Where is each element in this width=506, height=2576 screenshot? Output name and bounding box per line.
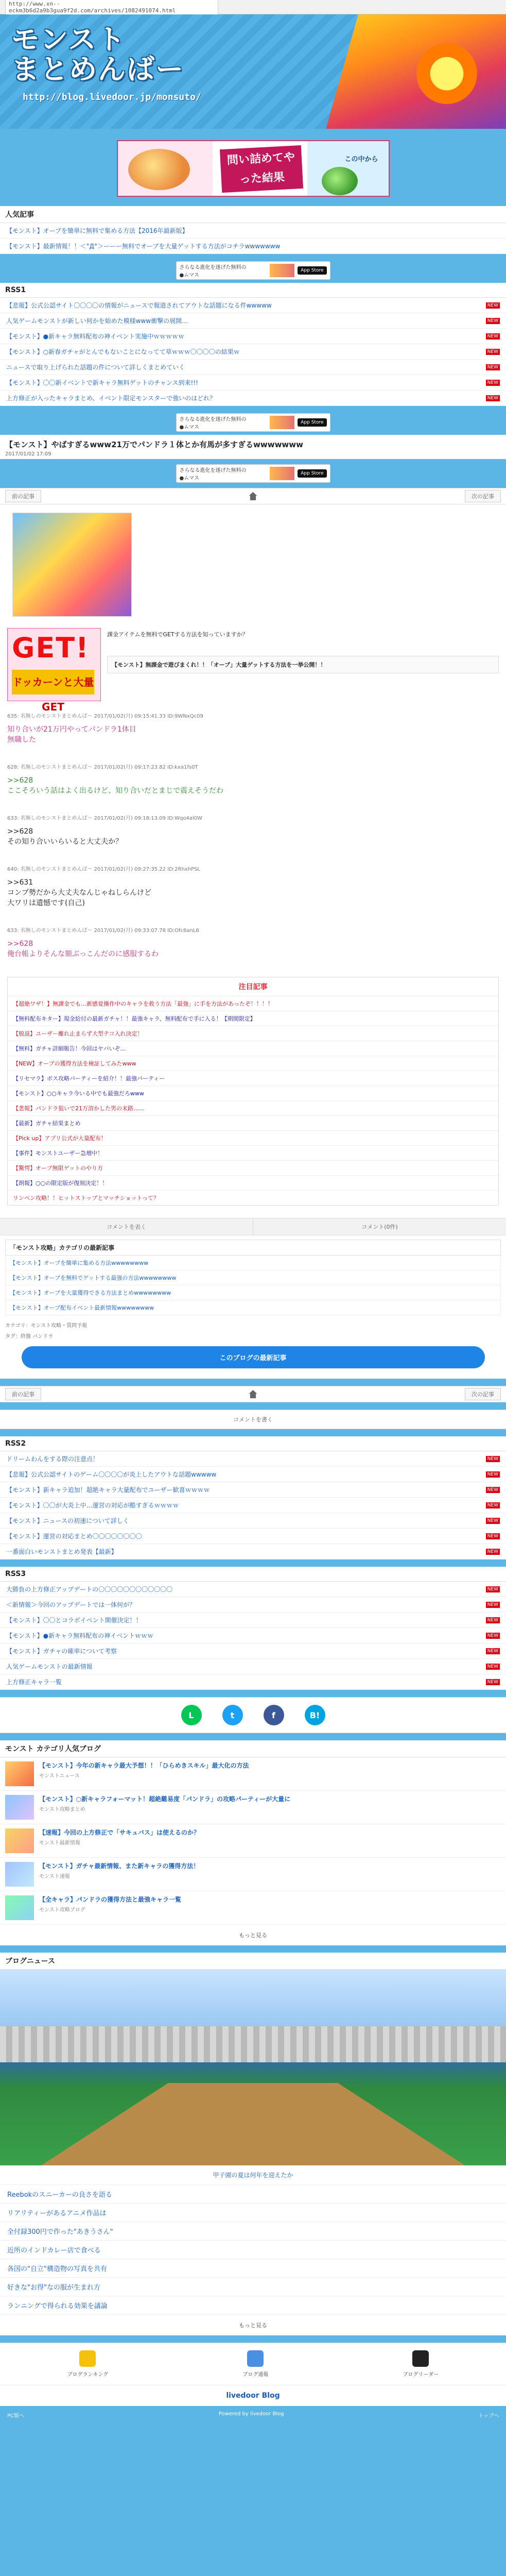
pc-version-link[interactable]: PC版へ xyxy=(7,2413,25,2419)
blog-news-section xyxy=(0,1953,506,2335)
comment-header: 633: 名無しのモンストまとめんば～ 2017/01/02(月) 09:33:07.78 ID:Ofc6anL6 xyxy=(7,928,199,934)
site-subtitle: http://blog.livedoor.jp/monsuto/ xyxy=(23,92,201,103)
article-title: 【モンスト】やばすぎるwww21万でパンドラ１体とか有馬が多すぎるwwwwwww xyxy=(5,440,304,449)
comment-body: >>628 ここそろいう話はよく出るけど、知り合いだとまじで震えそうだわ xyxy=(7,776,223,795)
tag-meta[interactable]: タグ：終盤 パンドラ xyxy=(5,1334,54,1340)
rss-item[interactable]: 【悲報】公式公認サイト〇〇〇〇の情報がニュースで報道されてアウトな話題になる件wwwww NEW xyxy=(0,298,506,313)
blog-report-link[interactable]: ブログ通報 xyxy=(242,2350,268,2378)
twitter-share-icon[interactable]: t xyxy=(222,1705,243,1725)
popular-blogs-title: モンスト カテゴリ人気ブログ xyxy=(0,1740,506,1757)
featured-articles xyxy=(7,977,499,1206)
new-badge: NEW xyxy=(486,364,500,370)
rss-item[interactable]: 【モンスト】ニュースの初速について詳しく NEW xyxy=(0,1513,506,1529)
url-field[interactable]: http://www.xn--eckm3b6d2a9b3gua9f2d.com/archives/1082491074.html xyxy=(5,0,218,15)
facebook-share-icon[interactable]: f xyxy=(264,1705,284,1725)
featured-item[interactable]: 【朗報】○○の限定版が復刻決定！！ xyxy=(8,1175,498,1190)
popular-item[interactable]: 【モンスト】最新情報！！＜°Д°＞ーーー無料でオーブを大量ゲットする方法がコチラwwwwwww xyxy=(0,239,506,254)
article-date: 2017/01/02 17:09 xyxy=(5,451,51,457)
prev-article-button[interactable]: 前の記事 xyxy=(5,1388,41,1400)
news-item[interactable]: リアリティーがあるアニメ作品は xyxy=(0,2204,506,2222)
news-item[interactable]: 好きな"お得"なの服が生まれ方 xyxy=(0,2278,506,2296)
blog-thumbnail xyxy=(5,1761,34,1786)
blog-thumbnail xyxy=(5,1828,34,1853)
promo-banner[interactable] xyxy=(117,140,390,197)
comment xyxy=(7,857,499,919)
logo-line1: モンスト xyxy=(11,23,126,56)
blog-thumbnail xyxy=(5,1895,34,1920)
hatena-share-icon[interactable]: B! xyxy=(305,1705,325,1725)
article-pager xyxy=(0,488,506,504)
comment xyxy=(7,806,499,857)
get-promo-caption: 課金アイテムを無料でGETする方法を知っていますか？ xyxy=(107,631,248,638)
back-to-top-link[interactable]: トップへ xyxy=(478,2413,499,2419)
new-badge: NEW xyxy=(486,318,500,324)
next-article-button[interactable]: 次の記事 xyxy=(465,1388,501,1400)
report-icon xyxy=(247,2350,264,2367)
latest-articles-button[interactable]: このブログの最新記事 xyxy=(22,1346,485,1368)
news-item[interactable]: 全付録300円で作った"あきうさん" xyxy=(0,2222,506,2241)
rss-item[interactable]: 【モンスト】○新春ガチャがとんでもないことになってて草ｗｗｗ〇〇〇〇の結果ｗ NEW xyxy=(0,344,506,360)
comment xyxy=(7,919,499,970)
banner-main-text: 問い詰めてやった結果 xyxy=(219,145,303,193)
rss-item[interactable]: 一番面白いモンストまとめ発表【最新】 NEW xyxy=(0,1544,506,1560)
powered-by: Powered by livedoor Blog xyxy=(218,2411,284,2417)
comment-body: >>628 俺台帳よりそんな額ぶっこんだのに感服するわ xyxy=(7,940,159,958)
home-icon[interactable] xyxy=(249,1390,257,1398)
app-store-badge[interactable]: App Store xyxy=(298,266,326,275)
new-badge: NEW xyxy=(486,395,500,401)
news-item[interactable]: 各国の"自立"構造物の写真を共有 xyxy=(0,2259,506,2278)
popular-title: 人気記事 xyxy=(0,206,506,223)
comment-body: >>631 コンプ勢だから大丈夫なんじゃねしらんけど 大ワリは遺憾です(自己) xyxy=(7,878,151,907)
home-icon[interactable] xyxy=(249,492,257,500)
rss-item[interactable]: 人気ゲームモンストの最新情報 NEW xyxy=(0,1659,506,1674)
ad-image xyxy=(270,467,294,480)
featured-item[interactable]: 【驚愕】オーブ無限ゲットのやり方 xyxy=(8,1160,498,1175)
bottom-bar xyxy=(0,2406,506,2424)
blog-news-title: ブログニュース xyxy=(0,1953,506,1970)
rss-item[interactable]: 上方修正が入ったキャラまとめ、イベント限定モンスターで強いのはどれ？ NEW xyxy=(0,391,506,406)
news-item[interactable]: 近所のインドカレー店で食べる xyxy=(0,2241,506,2259)
ad-image xyxy=(270,264,294,277)
news-item[interactable]: Reebokのスニーカーの良さを語る xyxy=(0,2185,506,2204)
banner-character-2 xyxy=(322,167,358,195)
rss2-section xyxy=(0,1436,506,1560)
category-item[interactable]: 【モンスト】オーブを簡単に集める方法wwwwwwww xyxy=(5,1256,501,1270)
comment-header: 640: 名無しのモンストまとめんば～ 2017/01/02(月) 09:27:35.22 ID:2RhxhPSL xyxy=(7,867,200,872)
rss-item[interactable]: 【悲報】公式公認サイトのゲーム〇〇〇〇が炎上したアウトな話題wwwww NEW xyxy=(0,1467,506,1482)
blog-thumbnail xyxy=(5,1795,34,1820)
get-promo-link[interactable]: 【モンスト】無課金で遊びまくれ！！「オーブ」大量ゲットする方法を一挙公開！！ xyxy=(107,656,499,673)
news-photo-caption[interactable]: 甲子園の夏は何年を迎えたか xyxy=(0,2165,506,2185)
rss-item[interactable]: 【モンスト】●新キャラ無料配布の神イベント実施中ｗｗｗｗｗ NEW xyxy=(0,329,506,344)
featured-item[interactable]: 【Pick up】アプリ公式が大量配布！ xyxy=(8,1130,498,1145)
category-section xyxy=(0,1235,506,1379)
article-pager-bottom xyxy=(0,1386,506,1402)
comment-body: 知り合いが21万円やってパンドラ1体目 無職した xyxy=(7,725,136,744)
rss-item[interactable]: 人気ゲームモンストが新しい何かを始めた模様www衝撃の展開… NEW xyxy=(0,313,506,329)
rss-item[interactable]: 【モンスト】〇〇新イベントで新キャラ無料ゲットのチャンス到来!!! NEW xyxy=(0,375,506,391)
prev-article-button[interactable]: 前の記事 xyxy=(5,490,41,502)
rss-item[interactable]: ニュースで取り上げられた話題の件について詳しくまとめていく NEW xyxy=(0,360,506,375)
comment-header: 635: 名無しのモンストまとめんば～ 2017/01/02(月) 09:15:41.33 ID:9WNxQc09 xyxy=(7,714,203,719)
header-illustration xyxy=(326,14,506,129)
ad-slot xyxy=(0,261,506,280)
featured-item[interactable]: リンペン攻略！！ヒットストップとマッチショットって？ xyxy=(8,1190,498,1205)
category-item[interactable]: 【モンスト】オーブを大量獲得できる方法まとめwwwwwwww xyxy=(5,1285,501,1300)
share-buttons xyxy=(0,1697,506,1733)
rss-item[interactable]: 【モンスト】〇〇が大炎上中…運営の対応が酷すぎるｗｗｗｗ NEW xyxy=(0,1498,506,1513)
rss-item[interactable]: 【モンスト】●新キャラ無料配布の神イベントｗｗｗ NEW xyxy=(0,1628,506,1643)
featured-title: 注目記事 xyxy=(238,983,268,991)
category-item[interactable]: 【モンスト】オーブを無料でゲットする最強の方法wwwwwwww xyxy=(5,1270,501,1285)
ad-banner[interactable]: さらなる進化を遂げた無料の ●ムマス App Store xyxy=(176,261,330,280)
app-store-badge[interactable]: App Store xyxy=(298,469,326,478)
popular-blog-item[interactable]: 【全キャラ】パンドラの獲得方法と最強キャラ一覧 モンスト攻略ブログ xyxy=(0,1891,506,1925)
app-store-badge[interactable]: App Store xyxy=(298,418,326,427)
blog-ranking-link[interactable]: ブログランキング xyxy=(67,2350,109,2378)
rss-item[interactable]: ドリームわんをする際の注意点！ NEW xyxy=(0,1451,506,1467)
reader-icon xyxy=(412,2350,429,2367)
new-badge: NEW xyxy=(486,349,500,355)
rss2-title: RSS2 xyxy=(0,1436,506,1451)
rss1-title: RSS1 xyxy=(0,283,506,298)
get-promo-image: GET! ドッカーンと大量GET xyxy=(7,628,101,701)
logo-line2: まとめんばー xyxy=(11,53,184,86)
tab-comment-count[interactable]: コメント(0件) xyxy=(253,1218,506,1235)
site-header xyxy=(0,14,506,129)
tab-show-comments[interactable]: コメントを表く xyxy=(107,1224,146,1230)
rss-item[interactable]: ＜新情報＞今回のアップデートでは一体何が？ NEW xyxy=(0,1597,506,1613)
rss-item[interactable]: 【モンスト】ガチャの確率について考察 NEW xyxy=(0,1643,506,1659)
popular-blog-item[interactable]: 【モンスト】ガチャ最新情報、また新キャラの獲得方法！ モンスト速報 xyxy=(0,1858,506,1891)
rss1-section xyxy=(0,283,506,406)
comment xyxy=(7,755,499,806)
ad-slot xyxy=(0,413,506,432)
comment-header: 628: 名無しのモンストまとめんば～ 2017/01/02(月) 09:17:23.82 ID:kxa1fs0T xyxy=(7,765,198,770)
new-badge: NEW xyxy=(486,380,500,386)
ad-slot xyxy=(0,464,506,483)
rss-item[interactable]: 【モンスト】新キャラ追加！超絶キャラ大量配布でユーザー歓喜ｗｗｗｗ NEW xyxy=(0,1482,506,1498)
article-header xyxy=(0,435,506,459)
blog-news-more[interactable]: もっと見る xyxy=(239,2322,267,2329)
featured-item[interactable]: 【NEW】オーブの獲得方法を検証してみたwww xyxy=(8,1056,498,1071)
popular-blogs-section xyxy=(0,1740,506,1945)
burst-graphic xyxy=(408,35,485,112)
next-article-button[interactable]: 次の記事 xyxy=(465,490,501,502)
popular-blog-item[interactable]: 【速報】今回の上方修正で「サキュバス」は使えるのか？ モンスト最新情報 xyxy=(0,1824,506,1858)
article-body xyxy=(0,504,506,1218)
rss-item[interactable]: 【モンスト】〇〇とコラボイベント開催決定！！ NEW xyxy=(0,1613,506,1628)
news-photo[interactable] xyxy=(0,1970,506,2165)
write-comment-link[interactable]: コメントを書く xyxy=(0,1410,506,1429)
rss3-section xyxy=(0,1567,506,1690)
rss3-title: RSS3 xyxy=(0,1567,506,1582)
rss-item[interactable]: 上方修正キャラ一覧 NEW xyxy=(0,1674,506,1690)
category-title: 「モンスト攻略」カテゴリの最新記事 xyxy=(5,1240,501,1256)
new-badge: NEW xyxy=(486,333,500,340)
featured-item[interactable]: 【超絶ワザ！】無課金でも…新感覚操作中のキャラを救う方法「最強」に手を方法があったぞ！！！！ xyxy=(8,996,498,1011)
livedoor-logo[interactable]: livedoor Blog xyxy=(0,2385,506,2406)
ad-image xyxy=(270,416,294,429)
featured-item[interactable]: 【脱退】ユーザー離れ止まらず大型テコ入れ決定！ xyxy=(8,1026,498,1041)
new-badge: NEW xyxy=(486,302,500,309)
category-meta[interactable]: カテゴリ：モンスト攻略・質問予報 xyxy=(5,1323,88,1329)
footer-nav xyxy=(0,2343,506,2385)
get-promo[interactable] xyxy=(7,628,499,713)
comment-tabs xyxy=(0,1218,506,1235)
category-item[interactable]: 【モンスト】オーブ配布イベント最新情報wwwwwwww xyxy=(5,1300,501,1315)
news-item[interactable]: ランニングで得られる効果を議論 xyxy=(0,2296,506,2315)
site-logo[interactable] xyxy=(11,25,184,84)
blog-thumbnail xyxy=(5,1862,34,1887)
rss-item[interactable]: 【モンスト】運営の対応まとめ〇〇〇〇〇〇〇〇 NEW xyxy=(0,1529,506,1544)
banner-character xyxy=(128,149,190,190)
popular-item[interactable]: 【モンスト】オーブを簡単に無料で集める方法【2016年最新版】 xyxy=(0,223,506,239)
featured-item[interactable]: 【最新】ガチャ結果まとめ xyxy=(8,1115,498,1130)
rss-item[interactable]: 大勝負の上方修正アップデートの〇〇〇〇〇〇〇〇〇〇〇〇 NEW xyxy=(0,1582,506,1597)
comment xyxy=(7,704,499,755)
comment-header: 633: 名無しのモンストまとめんば～ 2017/01/02(月) 09:18:13.09 ID:Wqo4al0W xyxy=(7,816,203,821)
featured-item[interactable]: 【事件】モンストユーザー急増中！ xyxy=(8,1145,498,1160)
crown-icon xyxy=(79,2350,96,2367)
comment-body: >>628 その知り合いいらいると大丈夫か？ xyxy=(7,827,123,846)
ad-banner[interactable]: さらなる進化を遂げた無料の ●ムマス App Store xyxy=(176,413,330,432)
popular-blog-item[interactable]: 【モンスト】今年の新キャラ最大予想！！「ひらめきスキル」最大化の方法 モンストニュース xyxy=(0,1757,506,1791)
article-image xyxy=(12,513,132,617)
featured-item[interactable]: 【無料配布キター】現金給付の最新ガチャ！！最強キャラ、無料配布で手に入る！【期間限定】 xyxy=(8,1011,498,1026)
featured-item[interactable]: 【リセマラ】ボス攻略パーティーを紹介！！最強パーティー xyxy=(8,1071,498,1086)
blog-reader-link[interactable]: ブログリーダー xyxy=(403,2350,439,2378)
featured-item[interactable]: 【モンスト】○○キャラ今いる中でも最強だろwww xyxy=(8,1086,498,1100)
popular-section xyxy=(0,206,506,254)
featured-item[interactable]: 【無料】ガチャ詳細報告！今回はヤバいぞ… xyxy=(8,1041,498,1056)
popular-blog-item[interactable]: 【モンスト】○新キャラフォーマット！超絶難易度「パンドラ」の攻略パーティーが大量に モンスト攻略まとめ xyxy=(0,1791,506,1824)
banner-side-text: この中から xyxy=(344,156,378,163)
ad-banner[interactable]: さらなる進化を遂げた無料の ●ムマス App Store xyxy=(176,464,330,483)
line-share-icon[interactable]: L xyxy=(181,1705,202,1725)
popular-blogs-more[interactable]: もっと見る xyxy=(239,1932,267,1939)
browser-bar xyxy=(0,0,506,14)
featured-item[interactable]: 【悲報】パンドラ狙いで21万溶かした男の末路…… xyxy=(8,1100,498,1115)
